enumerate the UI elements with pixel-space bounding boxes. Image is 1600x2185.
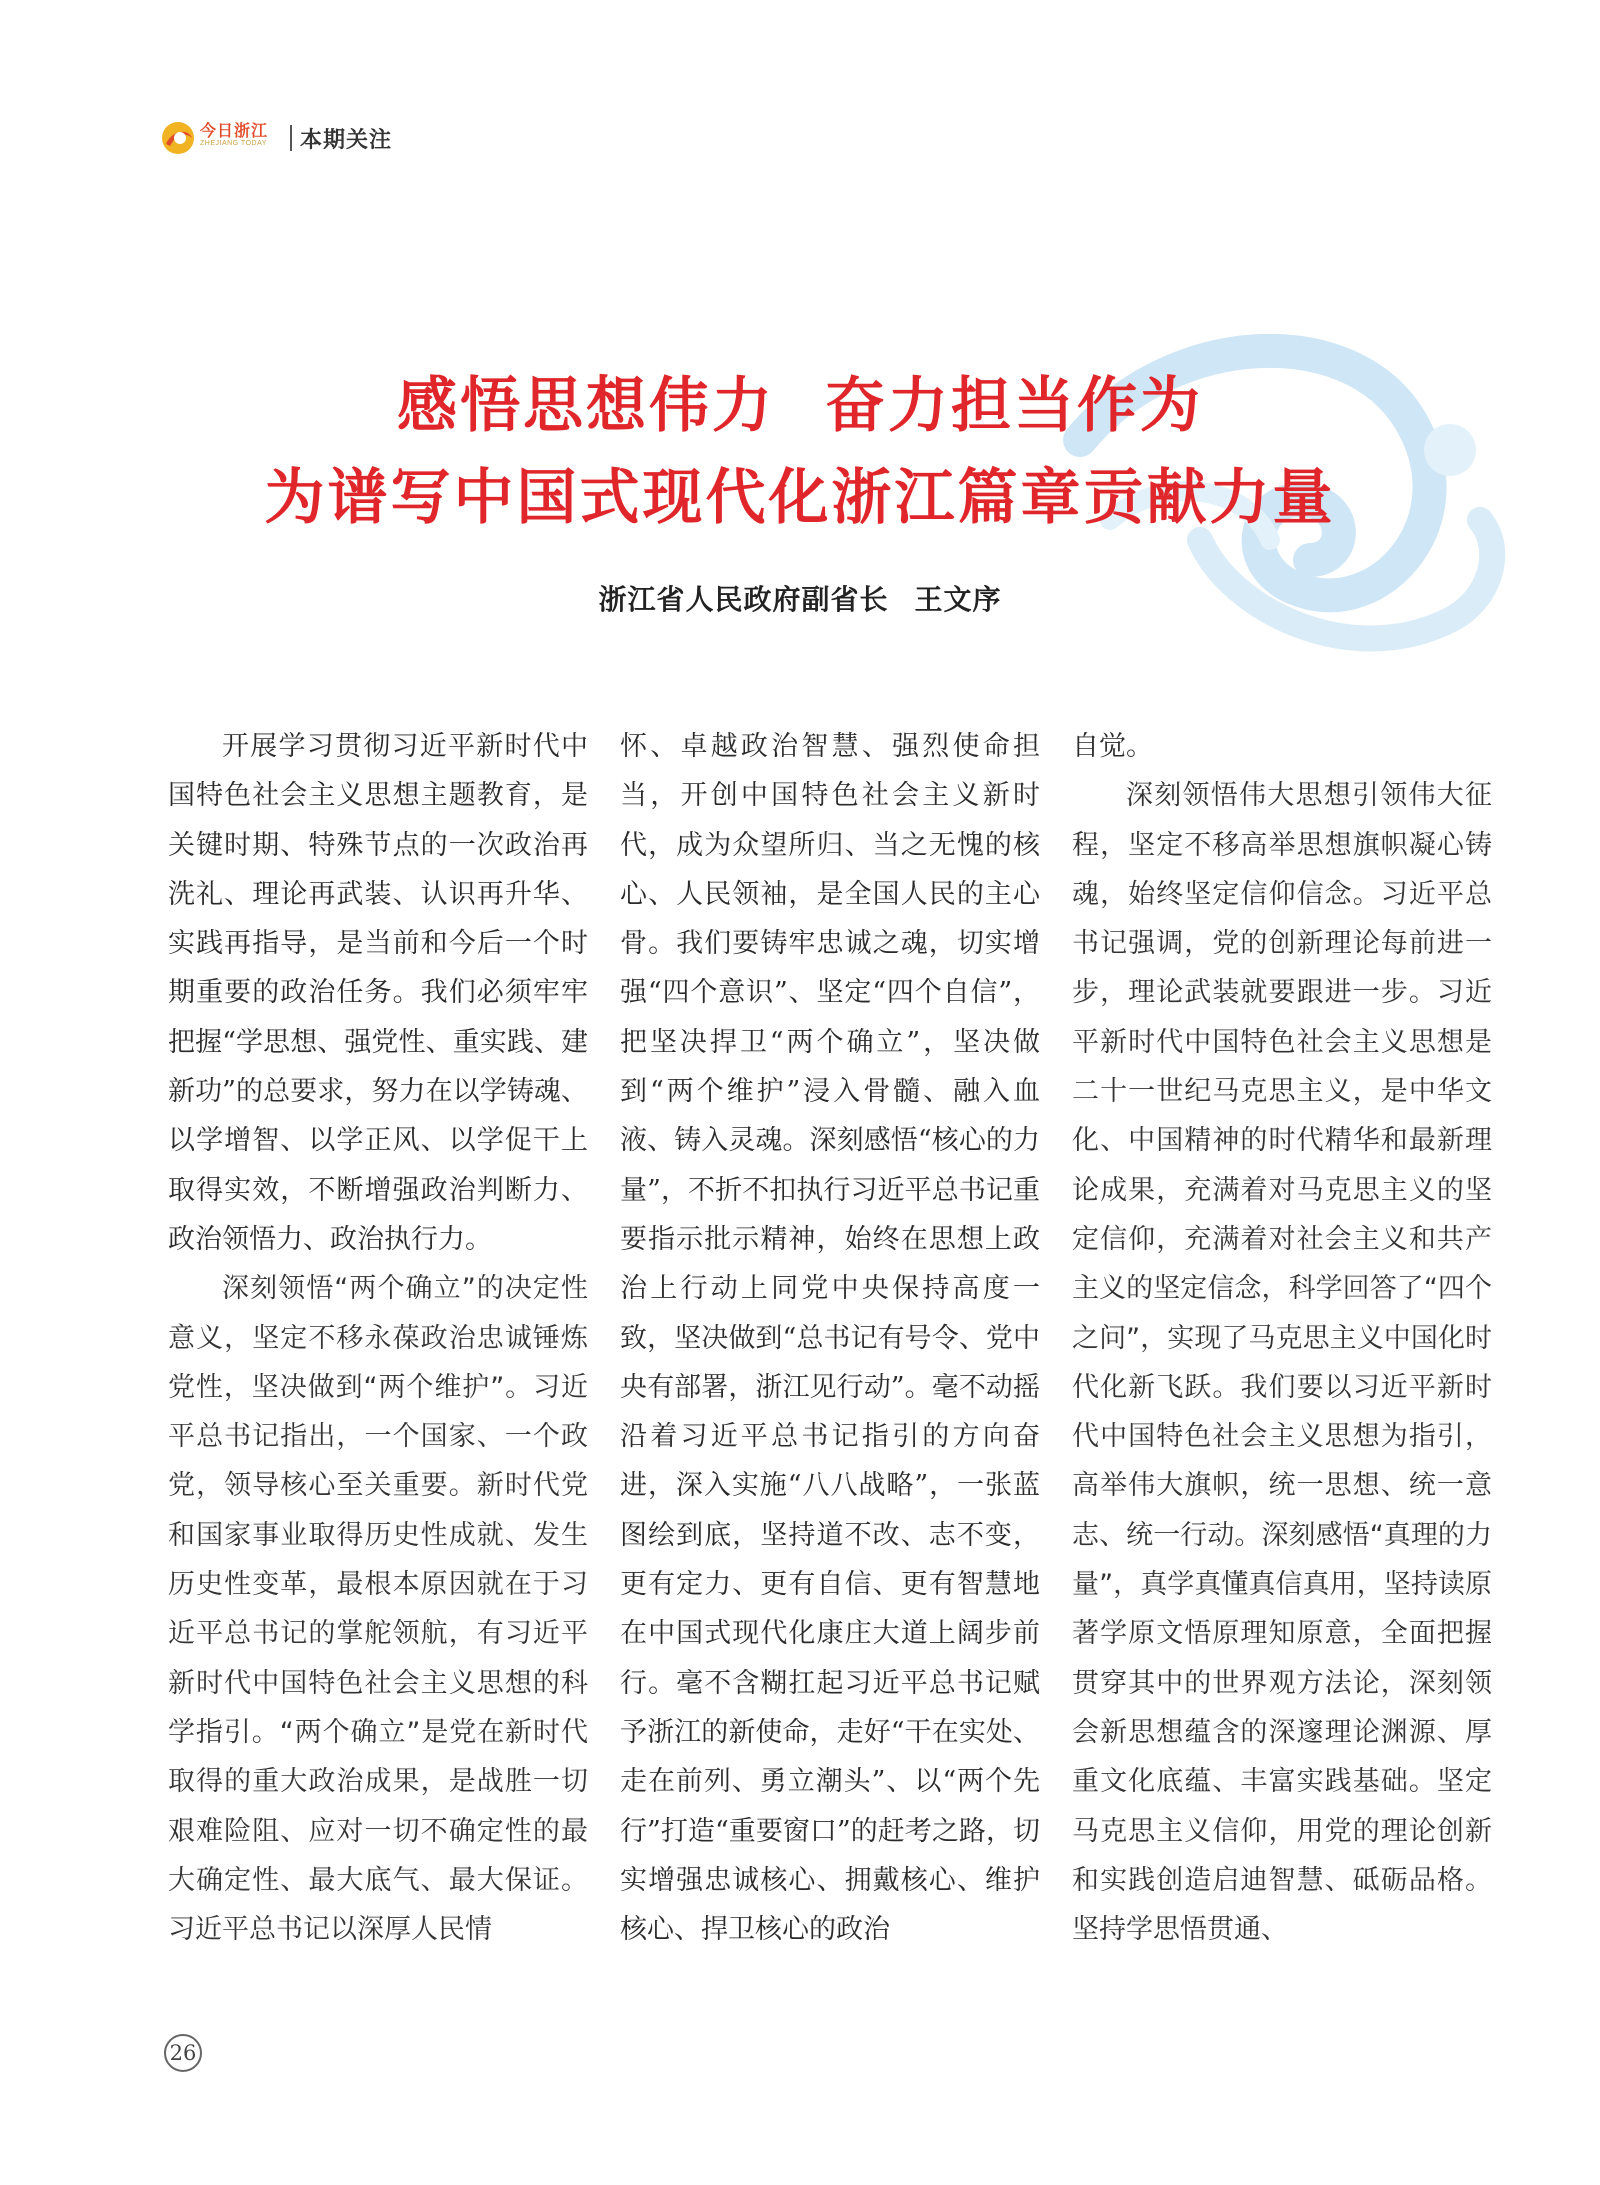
paragraph-run: 习近平总书记指出，一个国家、一个政党，领导核心至关重要。新时代党和国家事业取得历史性成就、发生历史性变革，最根本原因就在于习近平总书记的掌舵领航，有习近平新时代中国特色社会主义思想的科学指引。“两个确立”是党在新时代取得的重大政治成果，是战胜一切艰难险阻、应对一切不确定性的最大确定性、最大底气、最大保证。习近平总书记以深厚人民情 (168, 1371, 588, 1946)
sun-swirl-logo-icon (158, 118, 198, 158)
author-role: 浙江省人民政府副省长 (598, 583, 889, 616)
header-divider (290, 125, 292, 151)
title-phrase-2: 奋力担当作为 (825, 371, 1203, 441)
paragraph-run: 习近平总书记强调，党的创新理论每前进一步，理论武装就要跟进一步。习近平新时代中国特色社会主义思想是二十一世纪马克思主义，是中华文化、中国精神的时代精华和最新理论成果，充满着对马克思主义的坚定信仰，充满着对社会主义和共产主义的坚定信念，科学回答了“四个之问”，实现了马克思主义中国化时代化新飞跃。我们要以习近平新时代中国特色社会主义思想为指引，高举伟大旗帜，统一思想、统一意志、统一行动。深刻感悟“真理的力量”，真学真懂真信真用，坚持读原著学原文悟原理知原意，全面把握贯穿其中的世界观方法论，深刻领会新思想蕴含的深邃理论渊源、厚重文化底蕴、丰富实践基础。坚定马克思主义信仰，用党的理论创新和实践创造启迪智慧、砥砺品格。坚持学思悟贯通、 (1072, 878, 1493, 1946)
section-lead-text: 深刻领悟伟大思想引领伟大征程，坚定不移高举思想旗帜凝心铸魂，始终坚定信仰信念。 (1072, 780, 1492, 910)
title-phrase-1: 感悟思想伟力 (397, 371, 775, 441)
author-name: 王文序 (914, 583, 1002, 616)
body-column-3 (1072, 722, 1492, 1954)
article-title-line-2: 为谱写中国式现代化浙江篇章贡献力量 (264, 463, 1336, 533)
section-lead (168, 1264, 588, 1954)
paragraph: 自觉。 (1072, 731, 1153, 762)
body-column-1 (168, 722, 588, 1954)
logo-subtext: ZHEJIANG TODAY (200, 140, 267, 147)
paragraph: 开展学习贯彻习近平新时代中国特色社会主义思想主题教育，是关键时期、特殊节点的一次政治再洗礼、理论再武装、认识再升华、实践再指导，是当前和今后一个时期重要的政治任务。我们必须牢牢把握“学思想、强党性、重实践、建新功”的总要求，努力在以学铸魂、以学增智、以学正风、以学促干上取得实效，不断增强政治判断力、政治领悟力、政治执行力。 (168, 731, 588, 1255)
page-number: 26 (164, 2034, 202, 2072)
author-byline (0, 578, 1600, 618)
zhejiang-today-logo (158, 118, 286, 158)
section-label: 本期关注 (300, 127, 393, 153)
section-lead-text: 深刻领悟“两个确立”的决定性意义，坚定不移永葆政治忠诚锤炼党性，坚决做到“两个维护”。 (168, 1273, 588, 1403)
body-column-2 (620, 722, 1040, 1954)
paragraph: 怀、卓越政治智慧、强烈使命担当，开创中国特色社会主义新时代，成为众望所归、当之无愧的核心、人民领袖，是全国人民的主心骨。我们要铸牢忠诚之魂，切实增强“四个意识”、坚定“四个自信”，把坚决捍卫“两个确立”，坚决做到“两个维护”浸入骨髓、融入血液、铸入灵魂。深刻感悟“核心的力量”，不折不扣执行习近平总书记重要指示批示精神，始终在思想上政治上行动上同党中央保持高度一致，坚决做到“总书记有号令、党中央有部署，浙江见行动”。毫不动摇沿着习近平总书记指引的方向奋进，深入实施“八八战略”，一张蓝图绘到底，坚持道不改、志不变，更有定力、更有自信、更有智慧地在中国式现代化康庄大道上阔步前行。毫不含糊扛起习近平总书记赋予浙江的新使命，走好“干在实处、走在前列、勇立潮头”、以“两个先行”打造“重要窗口”的赶考之路，切实增强忠诚核心、拥戴核心、维护核心、捍卫核心的政治 (620, 731, 1040, 1946)
article-title-line-1 (0, 358, 1600, 444)
masthead (158, 118, 392, 158)
logo-text: 今日浙江 (200, 121, 269, 140)
section-lead (1072, 771, 1492, 1954)
